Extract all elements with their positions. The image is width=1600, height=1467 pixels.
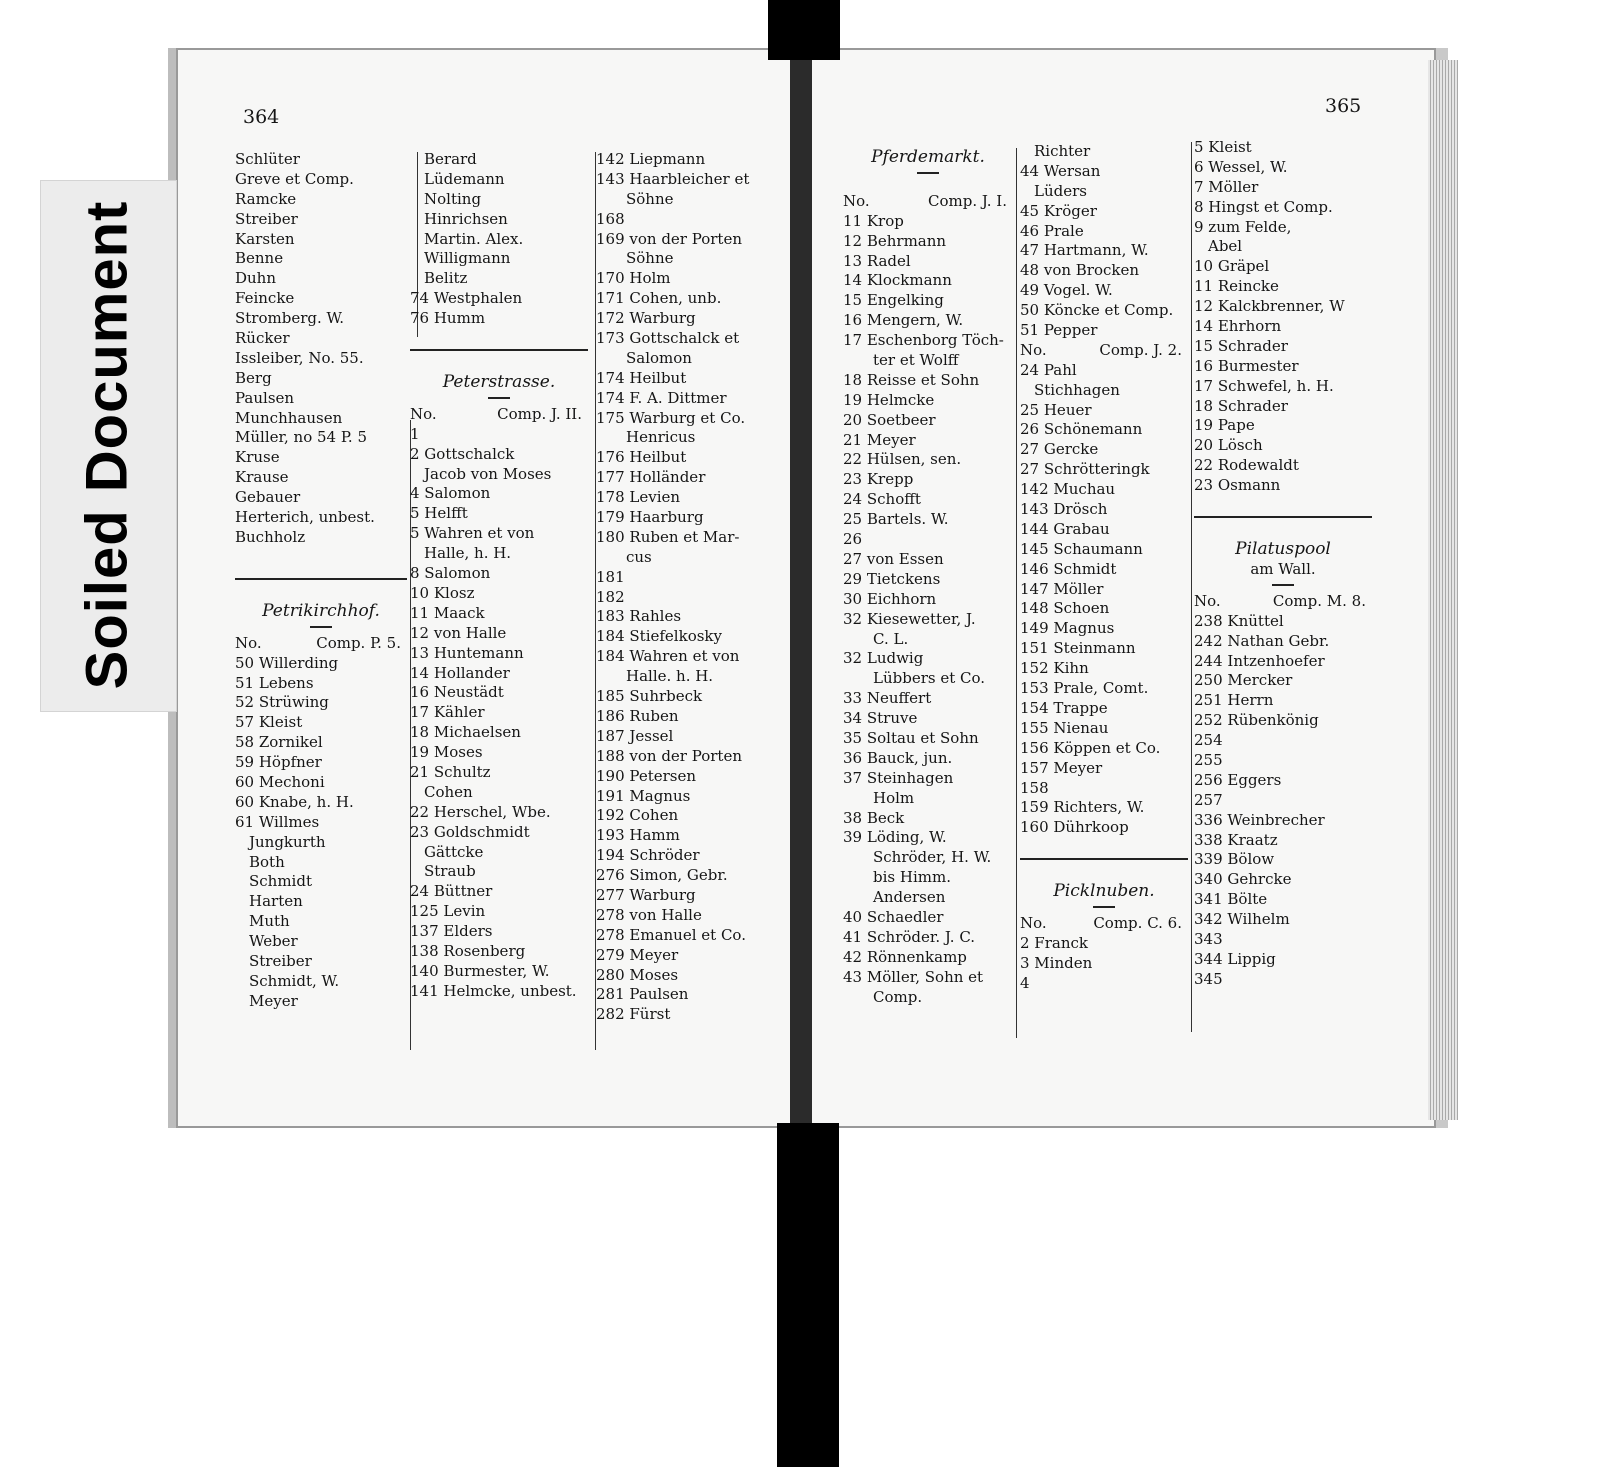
- soiled-document-text: Soiled Document: [74, 200, 140, 690]
- header-number: No.: [1020, 340, 1047, 359]
- directory-entry: 14 Klockmann: [843, 271, 952, 290]
- spacer: [235, 548, 407, 570]
- header-company: Comp. C. 6.: [1093, 914, 1182, 933]
- directory-entry: 23 Krepp: [843, 470, 914, 489]
- directory-entry: 12 von Halle: [410, 623, 507, 642]
- directory-entry: 280 Moses: [596, 965, 679, 984]
- directory-entry: bis Himm.: [873, 868, 951, 887]
- directory-entry: 18 Reisse et Sohn: [843, 370, 980, 389]
- directory-entry: 25 Heuer: [1020, 400, 1092, 419]
- directory-entry: 48 von Brocken: [1020, 261, 1140, 280]
- directory-entry: 26 Schönemann: [1020, 420, 1143, 439]
- column-header: [410, 405, 588, 425]
- directory-entry: Halle. h. H.: [626, 667, 714, 686]
- right-column-2: [1020, 142, 1188, 994]
- directory-entry: Ramcke: [235, 189, 297, 208]
- heading-dash: [488, 397, 510, 399]
- directory-entry: 32 Kiesewetter, J.: [843, 609, 976, 628]
- directory-entry: 74 Westphalen: [410, 289, 523, 308]
- directory-entry: 138 Rosenberg: [410, 941, 526, 960]
- header-company: Comp. J. I.: [928, 191, 1007, 210]
- directory-entry: 192 Cohen: [596, 806, 679, 825]
- directory-entry: 17 Eschenborg Töch-: [843, 331, 1004, 350]
- directory-entry: 51 Pepper: [1020, 321, 1098, 340]
- directory-entry: 153 Prale, Comt.: [1020, 679, 1149, 698]
- directory-entry: 45 Kröger: [1020, 201, 1097, 220]
- spacer: [843, 180, 1013, 192]
- directory-entry: 11 Reincke: [1194, 277, 1279, 296]
- directory-entry: 336 Weinbrecher: [1194, 810, 1325, 829]
- directory-entry: 182: [596, 587, 625, 606]
- directory-entry: Willigmann: [424, 249, 511, 268]
- directory-entry: Halle, h. H.: [424, 544, 512, 563]
- directory-entry: 278 Emanuel et Co.: [596, 925, 746, 944]
- directory-entry: Jungkurth: [249, 832, 326, 851]
- directory-entry: 187 Jessel: [596, 726, 674, 745]
- header-number: No.: [1020, 914, 1047, 933]
- directory-entry: 190 Petersen: [596, 766, 697, 785]
- directory-entry: 17 Schwefel, h. H.: [1194, 376, 1334, 395]
- directory-entry: Gebauer: [235, 488, 301, 507]
- directory-entry: Jacob von Moses: [424, 464, 552, 483]
- column-header: [1020, 914, 1188, 934]
- directory-entry: 43 Möller, Sohn et: [843, 967, 984, 986]
- directory-entry: 343: [1194, 929, 1223, 948]
- directory-entry: 255: [1194, 750, 1223, 769]
- directory-entry: 340 Gehrcke: [1194, 870, 1292, 889]
- directory-entry: Karsten: [235, 229, 295, 248]
- directory-entry: 49 Vogel. W.: [1020, 281, 1113, 300]
- directory-entry: Kruse: [235, 448, 280, 467]
- spacer: [410, 329, 588, 341]
- directory-entry: 184 Stiefelkosky: [596, 627, 722, 646]
- directory-entry: 147 Möller: [1020, 579, 1104, 598]
- directory-entry: 16 Neustädt: [410, 683, 504, 702]
- book-gutter: [790, 48, 812, 1128]
- directory-entry: 345: [1194, 969, 1223, 988]
- directory-entry: Salomon: [626, 348, 692, 367]
- directory-entry: 282 Fürst: [596, 1005, 671, 1024]
- directory-entry: 152 Kihn: [1020, 659, 1089, 678]
- section-rule: [1194, 516, 1372, 518]
- section-heading: Petrikirchhof.: [262, 600, 380, 621]
- directory-entry: Richter: [1034, 142, 1091, 160]
- right-column-3: [1194, 138, 1372, 990]
- directory-entry: 256 Eggers: [1194, 770, 1282, 789]
- directory-entry: 21 Meyer: [843, 430, 916, 449]
- directory-entry: Martin. Alex.: [424, 229, 524, 248]
- header-number: No.: [1194, 591, 1221, 610]
- directory-entry: 14 Ehrhorn: [1194, 317, 1282, 336]
- directory-entry: 9 zum Felde,: [1194, 217, 1292, 236]
- directory-entry: 18 Michaelsen: [410, 723, 521, 742]
- directory-entry: 5 Kleist: [1194, 138, 1252, 156]
- directory-entry: 18 Schrader: [1194, 396, 1288, 415]
- directory-entry: Lüders: [1034, 181, 1087, 200]
- directory-entry: 158: [1020, 778, 1049, 797]
- directory-entry: Schlüter: [235, 150, 300, 168]
- directory-entry: 12 Behrmann: [843, 231, 947, 250]
- directory-entry: 242 Nathan Gebr.: [1194, 631, 1330, 650]
- directory-entry: Lüdemann: [424, 169, 505, 188]
- directory-entry: 6 Wessel, W.: [1194, 157, 1288, 176]
- directory-entry: 15 Schrader: [1194, 336, 1288, 355]
- header-number: No.: [843, 191, 870, 210]
- directory-entry: 29 Tietckens: [843, 569, 941, 588]
- directory-entry: Schröder, H. W.: [873, 848, 992, 867]
- directory-entry: 2 Gottschalck: [410, 444, 515, 463]
- directory-entry: Stromberg. W.: [235, 309, 345, 328]
- column-header: [843, 192, 1013, 212]
- directory-entry: 185 Suhrbeck: [596, 687, 703, 706]
- directory-entry: 174 F. A. Dittmer: [596, 388, 727, 407]
- directory-entry: Müller, no 54 P. 5: [235, 428, 367, 447]
- directory-entry: Krause: [235, 468, 289, 487]
- directory-entry: 1: [410, 424, 420, 443]
- directory-entry: 39 Löding, W.: [843, 828, 947, 847]
- directory-entry: 180 Ruben et Mar-: [596, 527, 740, 546]
- directory-entry: 181: [596, 567, 625, 586]
- directory-entry: 11 Maack: [410, 603, 485, 622]
- directory-entry: 22 Hülsen, sen.: [843, 450, 962, 469]
- directory-entry: 44 Wersan: [1020, 161, 1101, 180]
- directory-entry: 175 Warburg et Co.: [596, 408, 746, 427]
- directory-entry: 144 Grabau: [1020, 519, 1110, 538]
- directory-entry: Rücker: [235, 329, 290, 348]
- directory-entry: Cohen: [424, 782, 473, 801]
- directory-entry: 23 Goldschmidt: [410, 822, 530, 841]
- directory-entry: Berg: [235, 368, 272, 387]
- directory-entry: Feincke: [235, 289, 295, 308]
- directory-entry: 279 Meyer: [596, 945, 679, 964]
- directory-entry: Weber: [249, 932, 298, 951]
- directory-entry: 193 Hamm: [596, 826, 680, 845]
- directory-entry: Streiber: [235, 209, 298, 228]
- directory-entry: 35 Soltau et Sohn: [843, 728, 979, 747]
- directory-entry: Muth: [249, 912, 290, 931]
- directory-entry: Buchholz: [235, 527, 306, 546]
- directory-entry: 14 Hollander: [410, 663, 510, 682]
- page-edges: [1428, 60, 1458, 1120]
- directory-entry: 51 Lebens: [235, 673, 314, 692]
- directory-entry: 20 Soetbeer: [843, 410, 936, 429]
- directory-entry: Schmidt, W.: [249, 971, 340, 990]
- directory-entry: 171 Cohen, unb.: [596, 289, 722, 308]
- directory-entry: 341 Bölte: [1194, 890, 1268, 909]
- directory-entry: 37 Steinhagen: [843, 768, 954, 787]
- directory-entry: 172 Warburg: [596, 309, 696, 328]
- directory-entry: 46 Prale: [1020, 221, 1084, 240]
- directory-entry: 277 Warburg: [596, 885, 696, 904]
- left-column-1: [235, 150, 407, 1012]
- directory-entry: Belitz: [424, 269, 468, 288]
- directory-entry: Hinrichsen: [424, 209, 508, 228]
- directory-entry: 251 Herrn: [1194, 691, 1274, 710]
- directory-entry: 143 Haarbleicher et: [596, 169, 750, 188]
- header-company: Comp. J. II.: [497, 404, 582, 423]
- directory-entry: 13 Radel: [843, 251, 911, 270]
- section-rule: [410, 349, 588, 351]
- directory-entry: Gättcke: [424, 842, 484, 861]
- directory-entry: Meyer: [249, 991, 298, 1010]
- directory-entry: 149 Magnus: [1020, 619, 1115, 638]
- directory-entry: Abel: [1208, 237, 1243, 256]
- directory-entry: 4 Salomon: [410, 484, 491, 503]
- directory-entry: 38 Beck: [843, 808, 905, 827]
- heading-dash: [1093, 906, 1115, 908]
- directory-entry: Comp.: [873, 987, 923, 1006]
- directory-entry: 151 Steinmann: [1020, 639, 1136, 658]
- directory-entry: Schmidt: [249, 872, 312, 891]
- directory-entry: 125 Levin: [410, 902, 486, 921]
- directory-entry: 60 Knabe, h. H.: [235, 792, 354, 811]
- spacer: [235, 590, 407, 602]
- directory-entry: 76 Humm: [410, 309, 486, 328]
- directory-entry: 257: [1194, 790, 1223, 809]
- directory-entry: Holm: [873, 788, 915, 807]
- directory-entry: 22 Herschel, Wbe.: [410, 802, 551, 821]
- directory-entry: 19 Helmcke: [843, 390, 935, 409]
- directory-entry: 16 Burmester: [1194, 356, 1299, 375]
- directory-entry: 344 Lippig: [1194, 949, 1276, 968]
- top-binding-tab: [768, 0, 840, 60]
- column-header: [235, 634, 407, 654]
- directory-entry: 143 Drösch: [1020, 500, 1108, 519]
- directory-entry: Both: [249, 852, 285, 871]
- left-column-3: [596, 150, 786, 1025]
- directory-entry: Munchhausen: [235, 408, 343, 427]
- left-page-number: 364: [243, 106, 280, 128]
- directory-entry: 160 Dührkoop: [1020, 818, 1129, 837]
- right-page-number: 365: [1325, 95, 1362, 117]
- directory-entry: Söhne: [626, 249, 674, 268]
- directory-entry: 30 Eichhorn: [843, 589, 937, 608]
- header-company: Comp. M. 8.: [1272, 591, 1366, 610]
- directory-entry: 177 Holländer: [596, 468, 706, 487]
- directory-entry: 25 Bartels. W.: [843, 510, 949, 529]
- directory-entry: 159 Richters, W.: [1020, 798, 1145, 817]
- directory-entry: Benne: [235, 249, 284, 268]
- section-heading: Peterstrasse.: [442, 372, 556, 393]
- section-heading: Pilatuspool: [1235, 539, 1331, 560]
- section-subheading: am Wall.: [1250, 559, 1316, 578]
- directory-entry: Harten: [249, 892, 303, 911]
- directory-entry: 57 Kleist: [235, 713, 303, 732]
- directory-entry: 342 Wilhelm: [1194, 910, 1290, 929]
- directory-entry: 10 Gräpel: [1194, 257, 1270, 276]
- directory-entry: 50 Willerding: [235, 653, 339, 672]
- directory-entry: Nolting: [424, 189, 482, 208]
- directory-entry: 2 Franck: [1020, 933, 1088, 952]
- directory-entry: Henricus: [626, 428, 696, 447]
- directory-entry: 5 Wahren et von: [410, 524, 535, 543]
- heading-dash: [1272, 584, 1294, 586]
- directory-entry: 15 Engelking: [843, 291, 944, 310]
- directory-entry: 148 Schoen: [1020, 599, 1110, 618]
- directory-entry: 194 Schröder: [596, 846, 700, 865]
- directory-entry: 23 Osmann: [1194, 476, 1281, 495]
- directory-entry: 10 Klosz: [410, 583, 475, 602]
- directory-entry: 5 Helfft: [410, 504, 468, 523]
- directory-entry: 13 Huntemann: [410, 643, 524, 662]
- directory-entry: 17 Kähler: [410, 703, 485, 722]
- header-number: No.: [410, 404, 437, 423]
- directory-entry: Duhn: [235, 269, 277, 288]
- header-number: No.: [235, 633, 262, 652]
- directory-entry: 188 von der Porten: [596, 746, 743, 765]
- directory-entry: 191 Magnus: [596, 786, 691, 805]
- directory-entry: 179 Haarburg: [596, 508, 704, 527]
- directory-entry: 40 Schaedler: [843, 907, 944, 926]
- directory-entry: 12 Kalckbrenner, W: [1194, 297, 1345, 316]
- directory-entry: 22 Rodewaldt: [1194, 456, 1299, 475]
- spacer: [1194, 496, 1372, 508]
- directory-entry: 8 Salomon: [410, 564, 491, 583]
- bottom-binding-tab: [777, 1123, 839, 1467]
- right-column-1: [843, 148, 1013, 1007]
- directory-entry: 41 Schröder. J. C.: [843, 927, 976, 946]
- directory-entry: 42 Rönnenkamp: [843, 947, 967, 966]
- directory-entry: 140 Burmester, W.: [410, 961, 550, 980]
- directory-entry: 21 Schultz: [410, 762, 491, 781]
- directory-entry: Straub: [424, 862, 476, 881]
- directory-entry: 4: [1020, 973, 1030, 992]
- directory-entry: Berard: [424, 150, 477, 168]
- section-heading: Pferdemarkt.: [871, 147, 985, 167]
- directory-entry: Stichhagen: [1034, 380, 1120, 399]
- directory-entry: 24 Pahl: [1020, 360, 1077, 379]
- directory-entry: 59 Höpfner: [235, 753, 322, 772]
- directory-entry: 238 Knüttel: [1194, 611, 1284, 630]
- directory-entry: 281 Paulsen: [596, 985, 689, 1004]
- directory-entry: ter et Wolff: [873, 351, 959, 370]
- column-header: [1194, 592, 1372, 612]
- left-column-2: [410, 150, 588, 1002]
- directory-entry: 47 Hartmann, W.: [1020, 241, 1149, 260]
- directory-entry: 36 Bauck, jun.: [843, 748, 953, 767]
- directory-entry: 27 Gercke: [1020, 440, 1099, 459]
- heading-dash: [310, 626, 332, 628]
- directory-entry: 61 Willmes: [235, 812, 320, 831]
- directory-entry: Issleiber, No. 55.: [235, 348, 364, 367]
- directory-entry: Herterich, unbest.: [235, 508, 375, 527]
- directory-entry: 137 Elders: [410, 922, 493, 941]
- directory-entry: 52 Strüwing: [235, 693, 329, 712]
- header-company: Comp. J. 2.: [1099, 340, 1182, 359]
- directory-entry: 168: [596, 209, 625, 228]
- directory-entry: 8 Hingst et Comp.: [1194, 197, 1333, 216]
- directory-entry: cus: [626, 547, 652, 566]
- directory-entry: 155 Nienau: [1020, 718, 1109, 737]
- directory-entry: 156 Köppen et Co.: [1020, 738, 1161, 757]
- directory-entry: C. L.: [873, 629, 909, 648]
- column-divider: [1191, 142, 1192, 1032]
- column-header: [1020, 341, 1188, 361]
- directory-entry: 60 Mechoni: [235, 772, 325, 791]
- directory-entry: 146 Schmidt: [1020, 559, 1117, 578]
- directory-entry: Streiber: [249, 951, 312, 970]
- directory-entry: 184 Wahren et von: [596, 647, 740, 666]
- directory-entry: 254: [1194, 731, 1223, 750]
- directory-entry: 19 Moses: [410, 743, 483, 762]
- directory-entry: Andersen: [873, 888, 946, 907]
- directory-entry: 157 Meyer: [1020, 758, 1103, 777]
- heading-dash: [917, 172, 939, 174]
- directory-entry: 19 Pape: [1194, 416, 1255, 435]
- directory-entry: 339 Bölow: [1194, 850, 1275, 869]
- directory-entry: 244 Intzenhoefer: [1194, 651, 1325, 670]
- directory-entry: 26: [843, 530, 863, 549]
- section-heading: Picklnuben.: [1053, 881, 1155, 902]
- directory-entry: 186 Ruben: [596, 706, 679, 725]
- section-rule: [1020, 858, 1188, 860]
- directory-entry: 3 Minden: [1020, 953, 1093, 972]
- directory-entry: 183 Rahles: [596, 607, 682, 626]
- directory-entry: Greve et Comp.: [235, 169, 354, 188]
- directory-entry: 338 Kraatz: [1194, 830, 1278, 849]
- directory-entry: 250 Mercker: [1194, 671, 1293, 690]
- directory-entry: 7 Möller: [1194, 177, 1259, 196]
- directory-entry: 278 von Halle: [596, 905, 702, 924]
- directory-entry: 169 von der Porten: [596, 229, 743, 248]
- directory-entry: 142 Liepmann: [596, 150, 706, 168]
- directory-entry: 24 Büttner: [410, 882, 493, 901]
- directory-entry: Söhne: [626, 189, 674, 208]
- directory-entry: 16 Mengern, W.: [843, 311, 964, 330]
- column-divider: [1016, 148, 1017, 1038]
- directory-entry: 20 Lösch: [1194, 436, 1263, 455]
- directory-entry: 252 Rübenkönig: [1194, 711, 1319, 730]
- directory-entry: 174 Heilbut: [596, 368, 687, 387]
- directory-entry: 24 Schofft: [843, 490, 921, 509]
- directory-entry: Paulsen: [235, 388, 295, 407]
- section-rule: [235, 578, 407, 580]
- directory-entry: 50 Köncke et Comp.: [1020, 301, 1174, 320]
- directory-entry: 141 Helmcke, unbest.: [410, 981, 577, 1000]
- directory-entry: Lübbers et Co.: [873, 669, 986, 688]
- directory-entry: 170 Holm: [596, 269, 671, 288]
- directory-entry: 276 Simon, Gebr.: [596, 866, 728, 885]
- directory-entry: 32 Ludwig: [843, 649, 924, 668]
- directory-entry: 145 Schaumann: [1020, 539, 1143, 558]
- directory-entry: 154 Trappe: [1020, 698, 1108, 717]
- directory-entry: 27 Schrötteringk: [1020, 460, 1150, 479]
- directory-entry: 176 Heilbut: [596, 448, 687, 467]
- directory-entry: 33 Neuffert: [843, 689, 932, 708]
- directory-entry: 142 Muchau: [1020, 480, 1116, 499]
- directory-entry: 34 Struve: [843, 709, 918, 728]
- directory-entry: 178 Levien: [596, 488, 681, 507]
- directory-entry: 11 Krop: [843, 211, 904, 230]
- header-company: Comp. P. 5.: [316, 633, 401, 652]
- directory-entry: 27 von Essen: [843, 549, 944, 568]
- spacer: [1020, 838, 1188, 850]
- directory-entry: 58 Zornikel: [235, 733, 323, 752]
- directory-entry: 173 Gottschalck et: [596, 329, 740, 348]
